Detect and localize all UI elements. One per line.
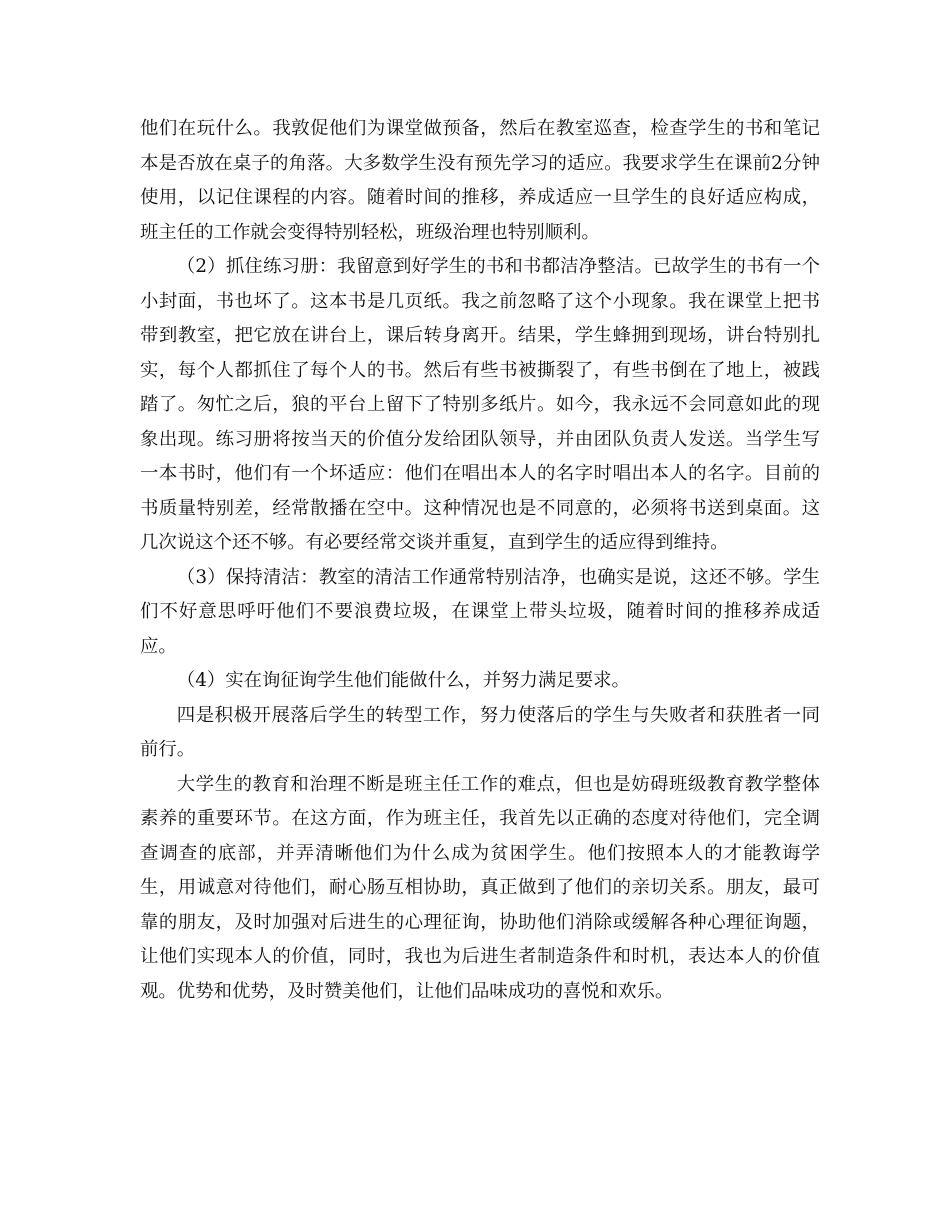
paragraph-education-management: 大学生的教育和治理不断是班主任工作的难点，但也是妨碍班级教育教学整体素养的重要环节。在这方面，作为班主任，我首先以正确的态度对待他们，完全调查调查的底部，并弄清晰他们为什么成为贫困学生。他们按照本人的才能教诲学生，用诚意对待他们，耐心肠互相协助，真正做到了他们的亲切关系。朋友，最可靠的朋友，及时加强对后进生的心理征询，协助他们消除或缓解各种心理征询题，让他们实现本人的价值，同时，我也为后进生者制造条件和时机，表达本人的价值观。优势和优势，及时赞美他们，让他们品味成功的喜悦和欢乐。 — [140, 773, 820, 1002]
paragraph-student-needs: （4）实在询征询学生他们能做什么，并努力满足要求。 — [176, 670, 630, 691]
paragraph-continuation: 他们在玩什么。我敦促他们为课堂做预备，然后在教室巡查，检查学生的书和笔记本是否放在桌子的角落。大多数学生没有预先学习的适应。我要求学生在课前2分钟使用，以记住课程的内容。随着时间的推移，养成适应一旦学生的良好适应构成，班主任的工作就会变得特别轻松，班级治理也特别顺利。 — [140, 118, 820, 243]
paragraph-cleanliness: （3）保持清洁：教室的清洁工作通常特别洁净，也确实是说，这还不够。学生们不好意思呼吁他们不要浪费垃圾，在课堂上带头垃圾，随着时间的推移养成适应。 — [140, 566, 820, 657]
paragraph-workbook: （2）抓住练习册：我留意到好学生的书和书都洁净整洁。已故学生的书有一个小封面，书也坏了。这本书是几页纸。我之前忽略了这个小现象。我在课堂上把书带到教室，把它放在讲台上，课后转身离开。结果，学生蜂拥到现场，讲台特别扎实，每个人都抓住了每个人的书。然后有些书被撕裂了，有些书倒在了地上，被践踏了。匆忙之后，狼的平台上留下了特别多纸片。如今，我永远不会同意如此的现象出现。练习册将按当天的价值分发给团队领导，并由团队负责人发送。当学生写一本书时，他们有一个坏适应：他们在唱出本人的名字时唱出本人的名字。目前的书质量特别差，经常散播在空中。这种情况也是不同意的，必须将书送到桌面。这几次说这个还不够。有必要经常交谈并重复，直到学生的适应得到维持。 — [140, 256, 820, 553]
paragraph-lagging-students: 四是积极开展落后学生的转型工作，努力使落后的学生与失败者和获胜者一同前行。 — [140, 704, 820, 760]
document-body — [140, 112, 820, 1009]
